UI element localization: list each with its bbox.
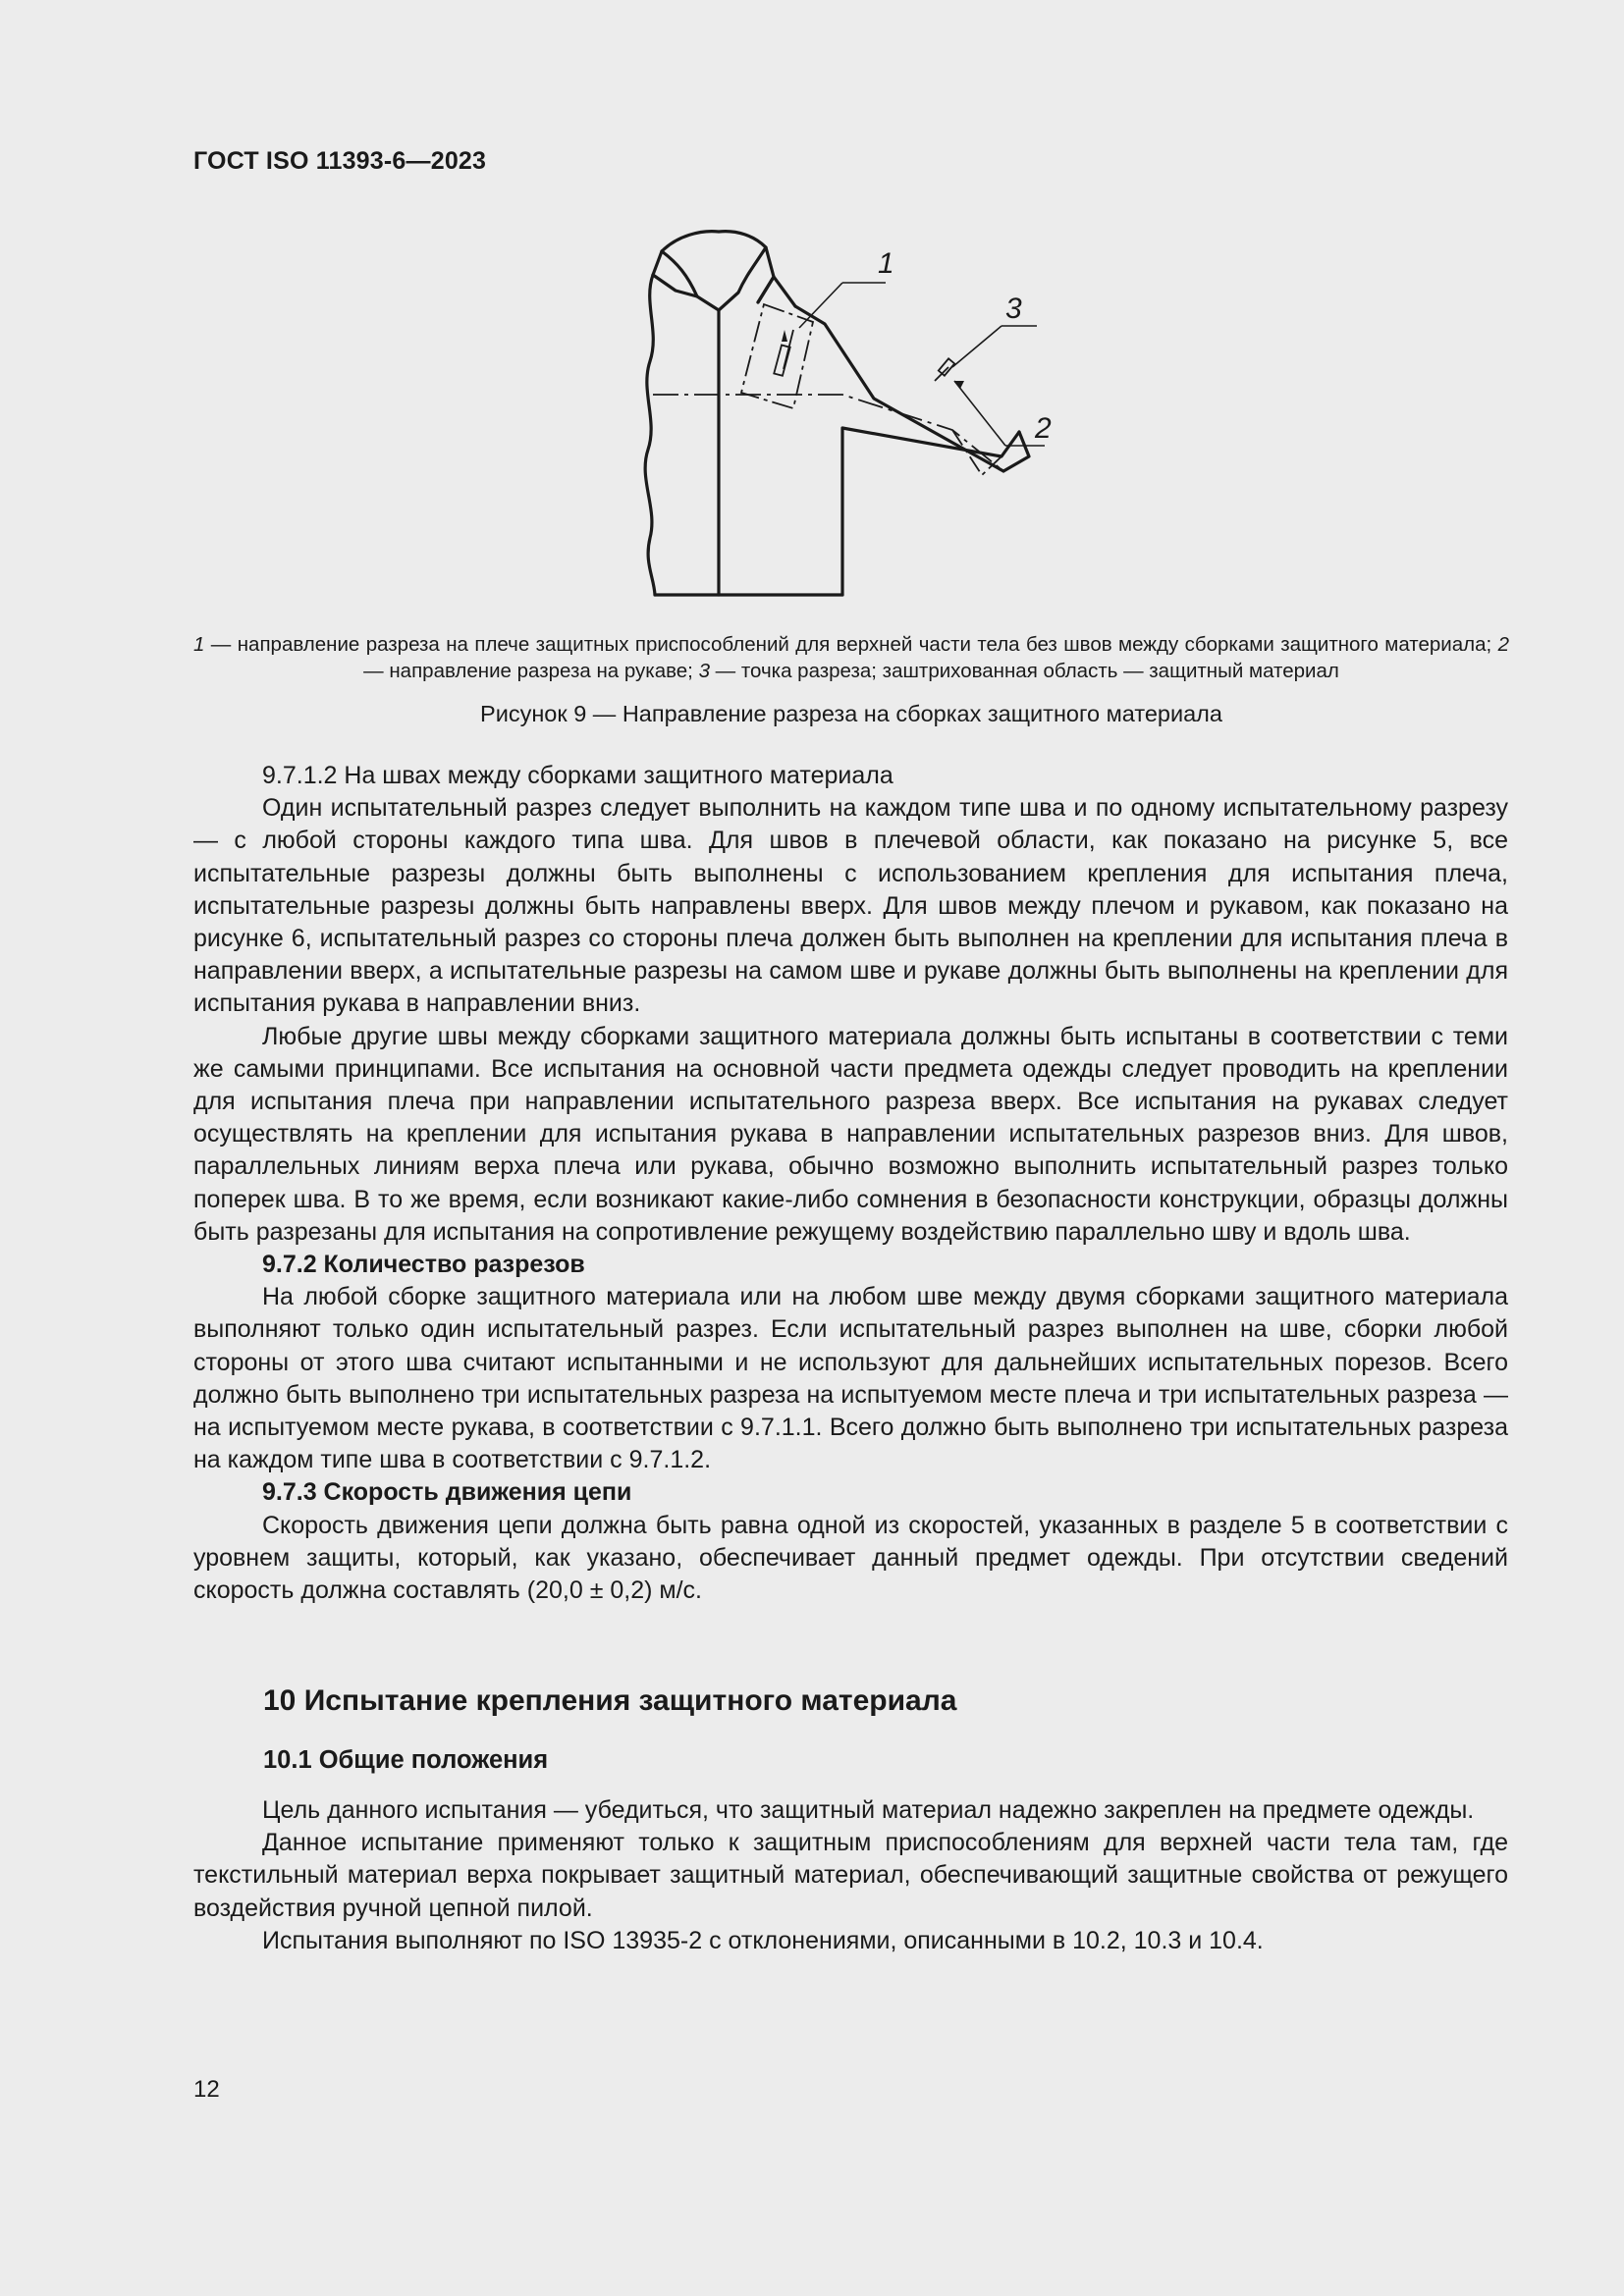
sleeve-cut-arrow [935, 326, 1045, 446]
section-10-title: 10 Испытание крепления защитного материала [263, 1684, 957, 1717]
paragraph: Скорость движения цепи должна быть равна одной из скоростей, указанных в разделе 5 в соответствии с уровнем защиты, который, как указано, обеспечивает данный предмет одежды. При отсутствии сведений скорость должна составлять (20,0 ± 0,2) м/с. [193, 1511, 1508, 1605]
legend-text-2: — направление разреза на рукаве; [363, 660, 699, 682]
collar-outline [653, 232, 774, 302]
legend-text-1: — направление разреза на плече защитных приспособлений для верхней части тела без швов между сборками защитного материала; [204, 633, 1498, 656]
subclause-heading-9-7-3: 9.7.3 Скорость движения цепи [262, 1478, 632, 1507]
section-10-text [193, 1794, 1508, 1957]
page-number: 12 [193, 2076, 220, 2103]
figure-caption: Рисунок 9 — Направление разреза на сборках защитного материала [480, 701, 1222, 726]
subclause-heading-9-7-1-2: 9.7.1.2 На швах между сборками защитного материала [262, 762, 893, 789]
chest-construction-line [653, 395, 1003, 471]
jacket-left-break-line [645, 275, 655, 595]
shoulder-cut-area [741, 304, 813, 408]
figure-legend [193, 631, 1509, 684]
legend-num-1: 1 [193, 633, 205, 656]
paragraph: Любые другие швы между сборками защитного материала должны быть испытаны в соответствии с теми же самыми принципами. Все испытания на основной части предмета одежды следует проводить на креплении для испытания плеча при направлении испытательного разреза вверх. Все испытания на рукавах следует осуществлять на креплении для испытания рукава в направлении испытательных разрезов вниз. Для швов, параллельных линиям верха плеча или рукава, обычно возможно выполнить испытательный разрез только поперек шва. В то же время, если возникают какие-либо сомнения в безопасности конструкции, образцы должны быть разрезаны для испытания на сопротивление режущему воздействию параллельно шву и вдоль шва. [193, 1022, 1508, 1246]
callout-2: 2 [1035, 412, 1052, 445]
collar-inner [662, 247, 766, 310]
callout-1: 1 [878, 247, 894, 280]
paragraph: Испытания выполняют по ISO 13935-2 с отклонениями, описанными в 10.2, 10.3 и 10.4. [262, 1926, 1264, 1954]
subclause-heading-9-7-2: 9.7.2 Количество разрезов [262, 1251, 585, 1279]
legend-num-2: 2 [1497, 633, 1509, 656]
section-10-1-title: 10.1 Общие положения [263, 1746, 549, 1774]
paragraph: На любой сборке защитного материала или на любом шве между двумя сборками защитного материала выполняют только один испытательный разрез. Если испытательный разрез выполнен на шве, сборки любой стороны от этого шва считают испытанными и не используют для дальнейших испытательных порезов. Всего должно быть выполнено три испытательных разреза на испытуемом месте плеча и три испытательных разреза — на испытуемом месте рукава, в соответствии с 9.7.1.1. Всего должно быть выполнено три испытательных разреза на каждом типе шва в соответствии с 9.7.1.2. [193, 1283, 1508, 1474]
shoulder-line [758, 277, 795, 306]
legend-text-3: — точка разреза; заштрихованная область — защитный материал [709, 660, 1339, 682]
paragraph: Один испытательный разрез следует выполнить на каждом типе шва и по одному испытательному разрезу — с любой стороны каждого типа шва. Для швов в плечевой области, как показано на рисунке 5, все испытательные разрезы должны быть выполнены с использованием крепления для испытания плеча, испытательные разрезы должны быть направлены вверх. Для швов между плечом и рукавом, как показано на рисунке 6, испытательный разрез со стороны плеча должен быть выполнен на креплении для испытания плеча в направлении вверх, а испытательные разрезы на самом шве и рукаве должны быть выполнены на креплении для испытания рукава в направлении вниз. [193, 794, 1508, 1018]
document-header: ГОСТ ISO 11393-6—2023 [193, 147, 487, 175]
jacket-side-seam [842, 428, 1019, 595]
paragraph: Данное испытание применяют только к защитным приспособлениям для верхней части тела там, где текстильный материал верха покрывает защитный материал, обеспечивающий защитные свойства от режущего воздействия ручной цепной пилой. [193, 1829, 1508, 1922]
paragraph: Цель данного испытания — убедиться, что защитный материал надежно закреплен на предмете одежды. [262, 1796, 1475, 1824]
callout-3: 3 [1005, 293, 1022, 325]
section-9-text [193, 760, 1508, 1607]
legend-num-3: 3 [698, 660, 710, 682]
jacket-cut-direction-figure [628, 224, 1080, 607]
